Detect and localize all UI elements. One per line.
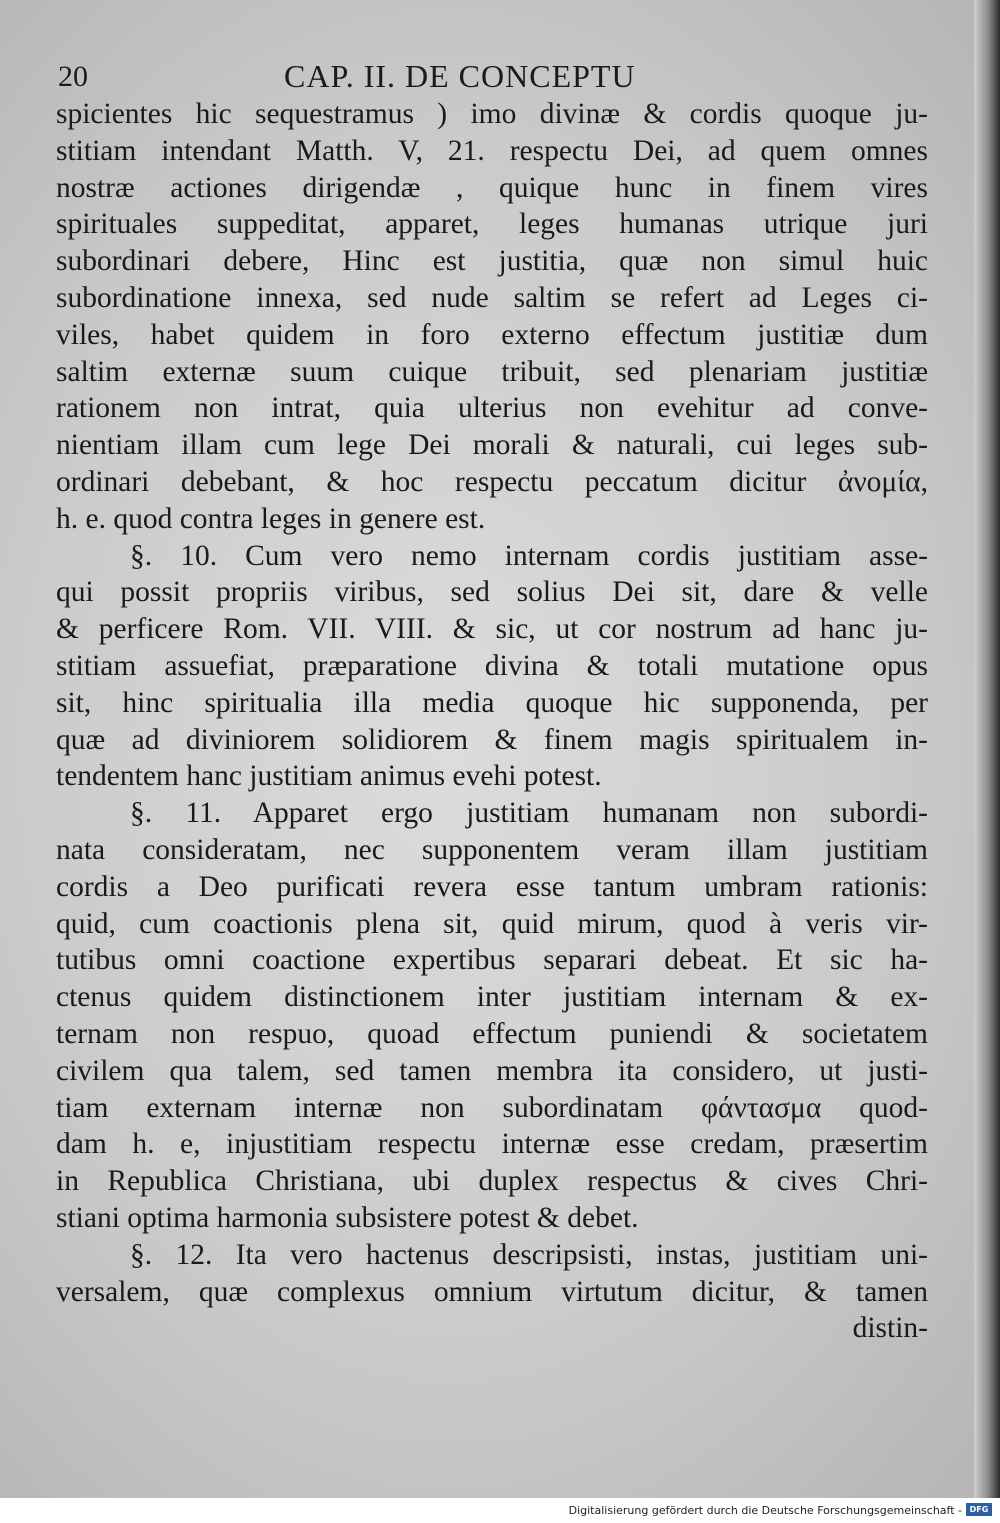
text-line: quid, cum coactionis plena sit, quid mirum, quod à veris vir-: [56, 907, 928, 940]
text-line: subordinatione innexa, sed nude saltim se refert ad Leges ci-: [56, 281, 928, 314]
text-line: spirituales suppeditat, apparet, leges humanas utrique juri: [56, 208, 928, 241]
body-text: [56, 96, 928, 1347]
text-line: sit, hinc spiritualia illa media quoque hic supponenda, per: [56, 686, 928, 719]
page-edge-shadow: [974, 0, 1000, 1498]
text-line: nientiam illam cum lege Dei morali & naturali, cui leges sub-: [56, 429, 928, 462]
text-line: nostræ actiones dirigendæ , quique hunc in finem vires: [56, 171, 928, 204]
footer-credit: Digitalisierung gefördert durch die Deutsche Forschungsgemeinschaft -: [568, 1504, 962, 1517]
text-line: in Republica Christiana, ubi duplex respectus & cives Chri-: [56, 1165, 928, 1198]
text-line: ternam non respuo, quoad effectum puniendi & societatem: [56, 1017, 928, 1050]
text-line: versalem, quæ complexus omnium virtutum dicitur, & tamen: [56, 1275, 928, 1308]
text-line: civilem qua talem, sed tamen membra ita considero, ut justi-: [56, 1054, 928, 1087]
text-line: tutibus omni coactione expertibus separari debeat. Et sic ha-: [56, 944, 928, 977]
text-line: stitiam intendant Matth. V, 21. respectu Dei, ad quem omnes: [56, 134, 928, 167]
dfg-logo-icon: DFG: [966, 1503, 992, 1516]
paragraph-10-start: §. 10. Cum vero nemo internam cordis justitiam asse-: [130, 539, 928, 572]
text-line: rationem non intrat, quia ulterius non evehitur ad conve-: [56, 392, 928, 425]
digitization-footer: [0, 1498, 1000, 1523]
text-line: ctenus quidem distinctionem inter justitiam internam & ex-: [56, 981, 928, 1014]
running-head: CAP. II. DE CONCEPTU: [284, 58, 636, 94]
paragraph-11-start: §. 11. Apparet ergo justitiam humanam non subordi-: [130, 797, 928, 830]
text-line: viles, habet quidem in foro externo effectum justitiæ dum: [56, 318, 928, 351]
text-line: h. e. quod contra leges in genere est.: [56, 502, 486, 535]
text-line: saltim externæ suum cuique tribuit, sed plenariam justitiæ: [56, 355, 928, 388]
text-line: & perficere Rom. VII. VIII. & sic, ut cor nostrum ad hanc ju-: [56, 613, 928, 646]
page-number: 20: [58, 60, 88, 93]
text-line: ordinari debebant, & hoc respectu peccatum dicitur ἀνομία,: [56, 465, 928, 498]
text-line: spicientes hic sequestramus ) imo divinæ & cordis quoque ju-: [56, 98, 928, 130]
catchword: distin-: [852, 1312, 928, 1345]
text-line: stiani optima harmonia subsistere potest & debet.: [56, 1201, 639, 1234]
text-line: quæ ad diviniorem solidiorem & finem magis spiritualem in-: [56, 723, 928, 756]
paragraph-12-start: §. 12. Ita vero hactenus descripsisti, instas, justitiam uni-: [130, 1238, 928, 1271]
text-line: qui possit propriis viribus, sed solius Dei sit, dare & velle: [56, 576, 928, 609]
text-line: tiam externam internæ non subordinatam φάντασμα quod-: [56, 1091, 928, 1124]
text-line: tendentem hanc justitiam animus evehi potest.: [56, 760, 602, 793]
text-line: stitiam assuefiat, præparatione divina & totali mutatione opus: [56, 649, 928, 682]
text-line: nata consideratam, nec supponentem veram illam justitiam: [56, 833, 928, 866]
text-line: subordinari debere, Hinc est justitia, quæ non simul huic: [56, 245, 928, 278]
text-line: dam h. e, injustitiam respectu internæ esse credam, præsertim: [56, 1128, 928, 1161]
text-line: cordis a Deo purificati revera esse tantum umbram rationis:: [56, 870, 928, 903]
